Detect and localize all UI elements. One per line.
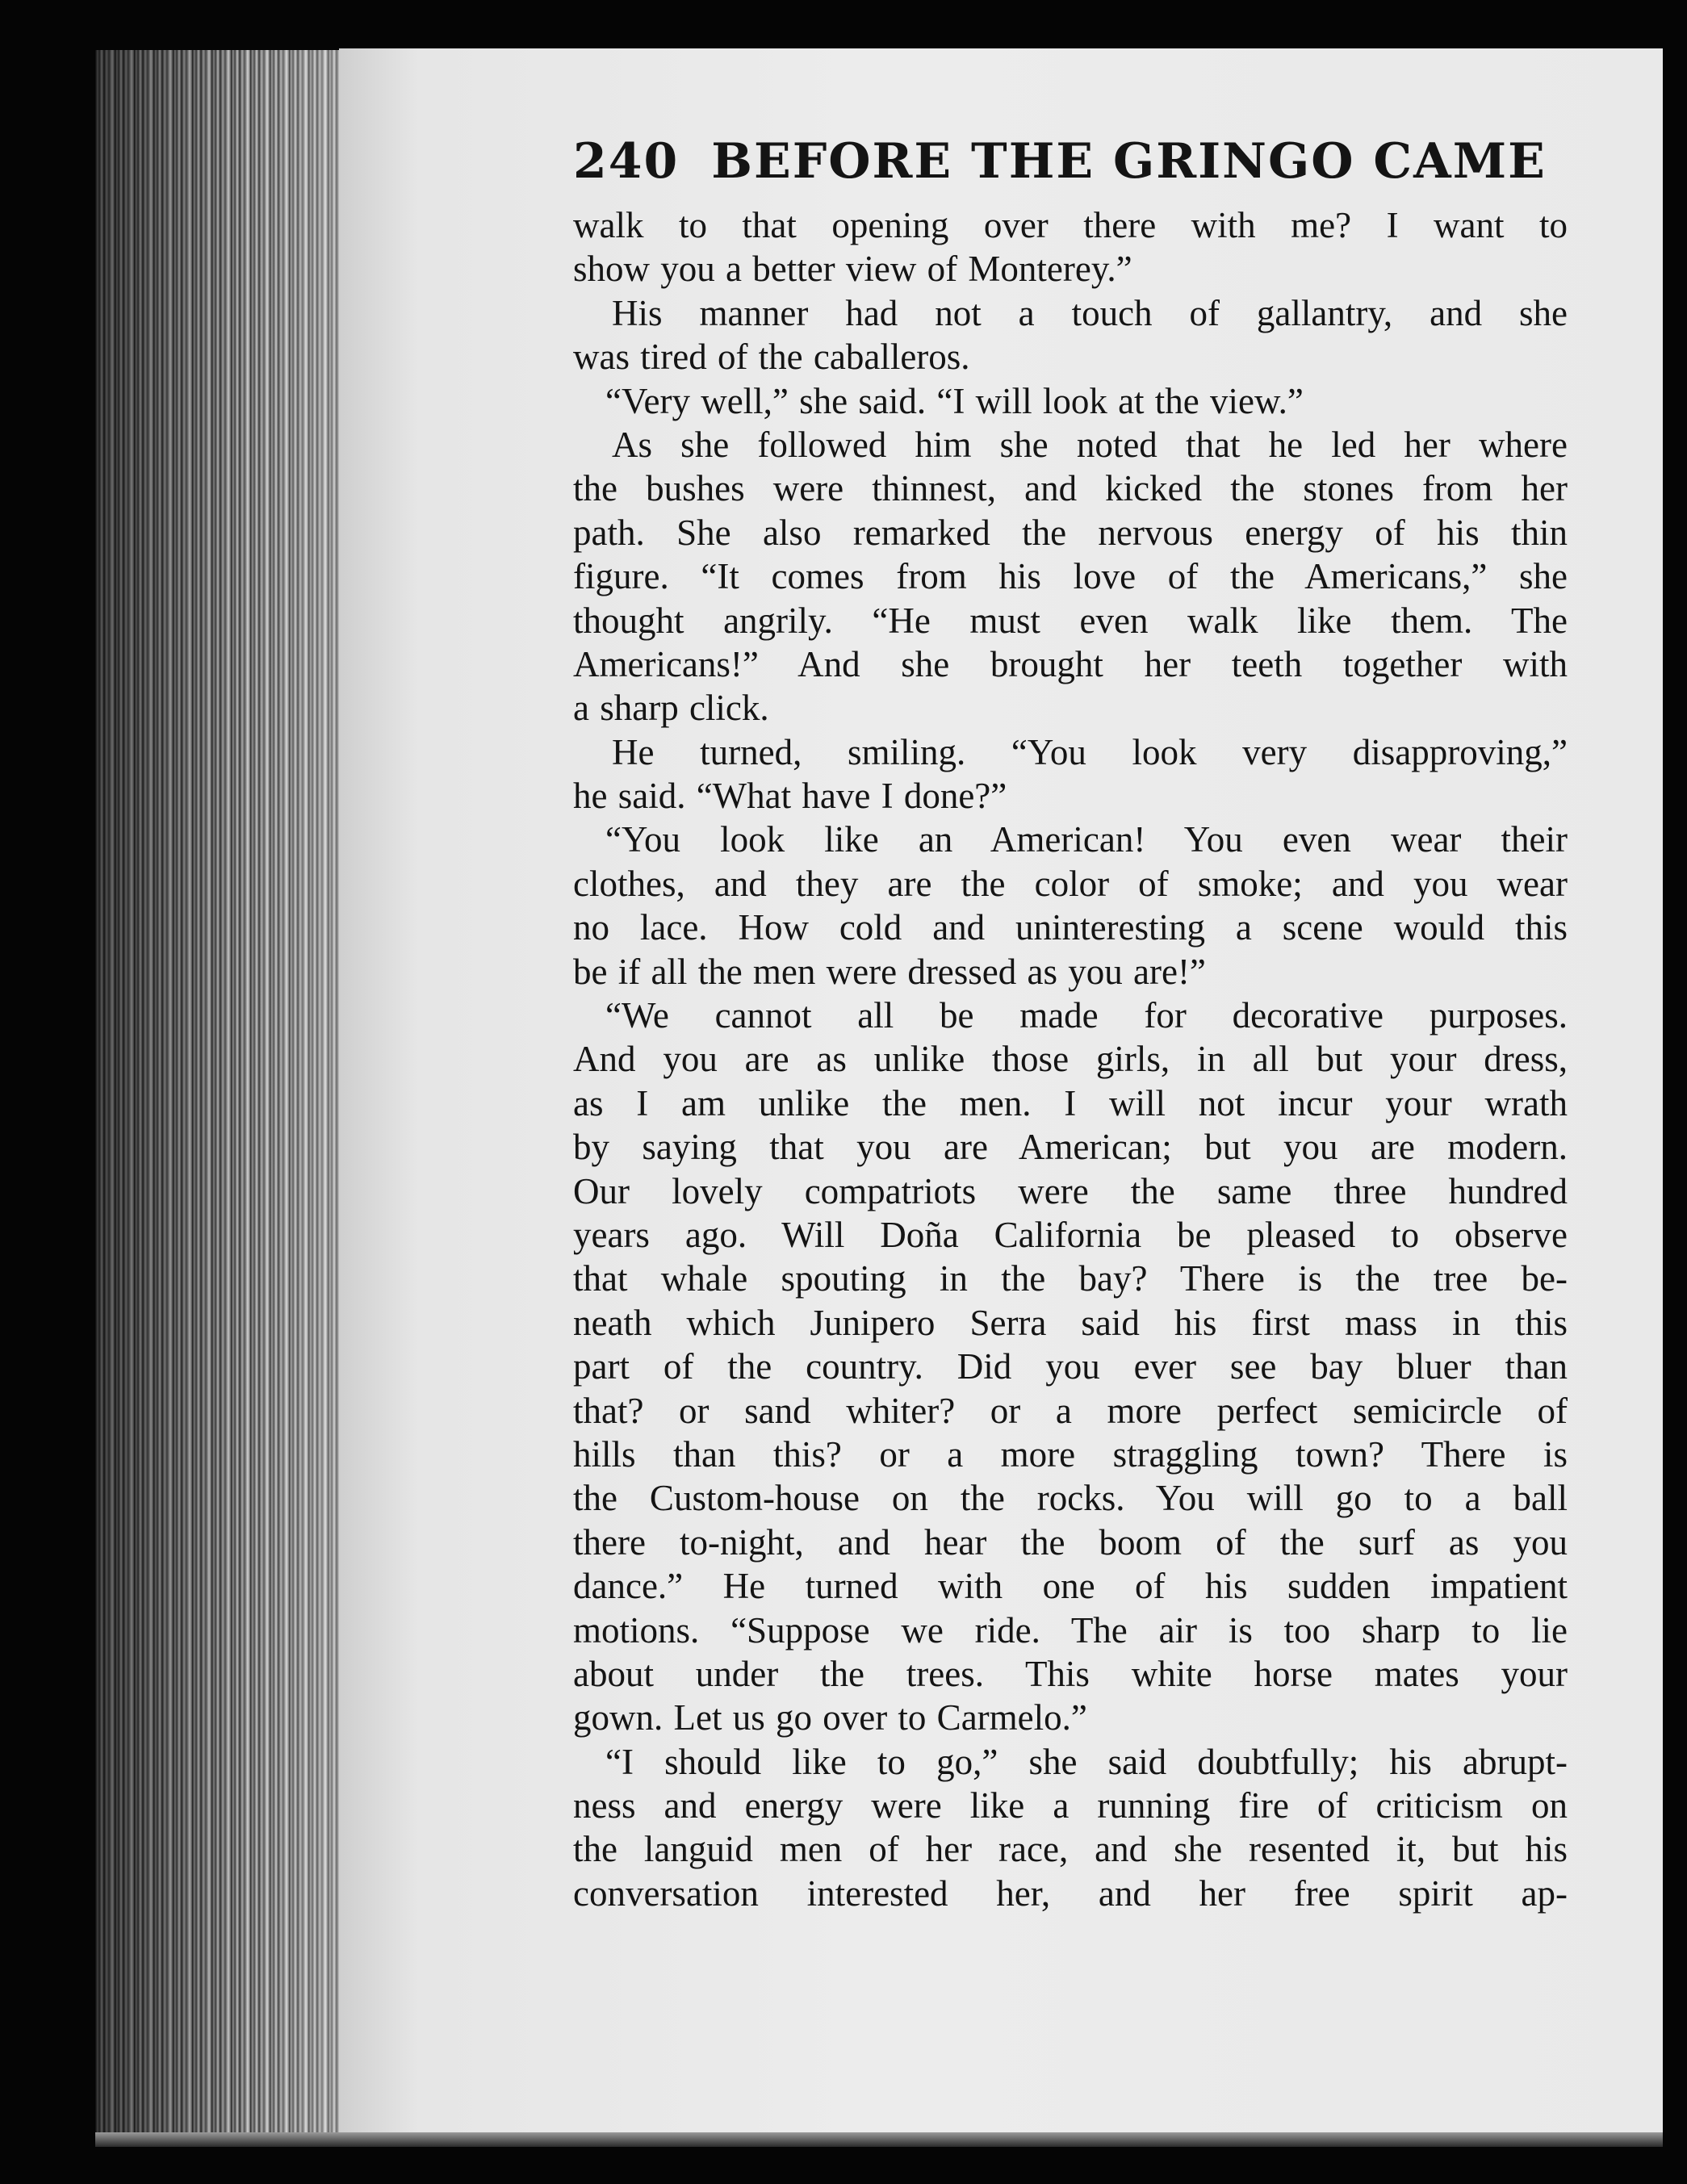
page-bottom-edge: [95, 2132, 1663, 2147]
text-line: the languid men of her race, and she resented it, but his: [573, 1829, 1568, 1870]
text-line: hills than this? or a more straggling town? There is: [573, 1433, 1568, 1475]
text-line: And you are as unlike those girls, in all but your dress,: [573, 1039, 1568, 1080]
text-line: He turned, smiling. “You look very disapproving,”: [612, 731, 1568, 772]
text-line: path. She also remarked the nervous energy of his thin: [573, 512, 1568, 553]
text-line: His manner had not a touch of gallantry, and she: [612, 292, 1568, 333]
text-line: the bushes were thinnest, and kicked the stones from her: [573, 468, 1568, 509]
text-line: neath which Junipero Serra said his first mass in this: [573, 1302, 1568, 1343]
text-line: “Very well,” she said. “I will look at the view.”: [605, 380, 1304, 421]
text-line: motions. “Suppose we ride. The air is too sharp to lie: [573, 1609, 1568, 1651]
text-line: there to-night, and hear the boom of the surf as you: [573, 1521, 1568, 1563]
book-page-edges: [95, 50, 345, 2140]
text-line: “We cannot all be made for decorative purposes.: [605, 995, 1568, 1036]
text-line: a sharp click.: [573, 688, 769, 729]
page-number: 240: [573, 133, 680, 190]
text-line: clothes, and they are the color of smoke; and you wear: [573, 863, 1568, 904]
text-line: that? or sand whiter? or a more perfect semicircle of: [573, 1390, 1568, 1431]
text-line: about under the trees. This white horse mates your: [573, 1653, 1568, 1694]
text-line: by saying that you are American; but you are modern.: [573, 1127, 1568, 1168]
text-line: figure. “It comes from his love of the Americans,” she: [573, 556, 1568, 597]
text-line: part of the country. Did you ever see bay bluer than: [573, 1346, 1568, 1387]
text-line: was tired of the caballeros.: [573, 337, 970, 378]
body-text: [573, 203, 1568, 1915]
text-line: show you a better view of Monterey.”: [573, 249, 1132, 290]
text-line: “I should like to go,” she said doubtfully; his abrupt-: [605, 1741, 1568, 1782]
text-line: the Custom-house on the rocks. You will go to a ball: [573, 1478, 1568, 1519]
text-line: years ago. Will Doña California be pleased to observe: [573, 1214, 1568, 1255]
text-line: that whale spouting in the bay? There is the tree be-: [573, 1258, 1568, 1299]
text-block: [573, 129, 1568, 1915]
text-line: Americans!” And she brought her teeth together with: [573, 643, 1568, 684]
text-line: be if all the men were dressed as you are!”: [573, 951, 1206, 992]
text-line: no lace. How cold and uninteresting a scene would this: [573, 907, 1568, 948]
running-head: [573, 129, 1568, 194]
text-line: ness and energy were like a running fire of criticism on: [573, 1785, 1568, 1826]
text-line: he said. “What have I done?”: [573, 776, 1007, 817]
page-paper: [339, 48, 1663, 2143]
text-line: walk to that opening over there with me? I want to: [573, 205, 1568, 245]
text-line: as I am unlike the men. I will not incur your wrath: [573, 1082, 1568, 1123]
text-line: thought angrily. “He must even walk like them. The: [573, 600, 1568, 641]
text-line: gown. Let us go over to Carmelo.”: [573, 1697, 1087, 1738]
text-line: dance.” He turned with one of his sudden impatient: [573, 1566, 1568, 1607]
text-line: conversation interested her, and her free spirit ap-: [573, 1872, 1568, 1914]
text-line: Our lovely compatriots were the same three hundred: [573, 1170, 1568, 1211]
text-line: “You look like an American! You even wear their: [605, 819, 1568, 860]
running-title: BEFORE THE GRINGO CAME: [711, 133, 1547, 190]
text-line: As she followed him she noted that he led her where: [612, 424, 1568, 465]
